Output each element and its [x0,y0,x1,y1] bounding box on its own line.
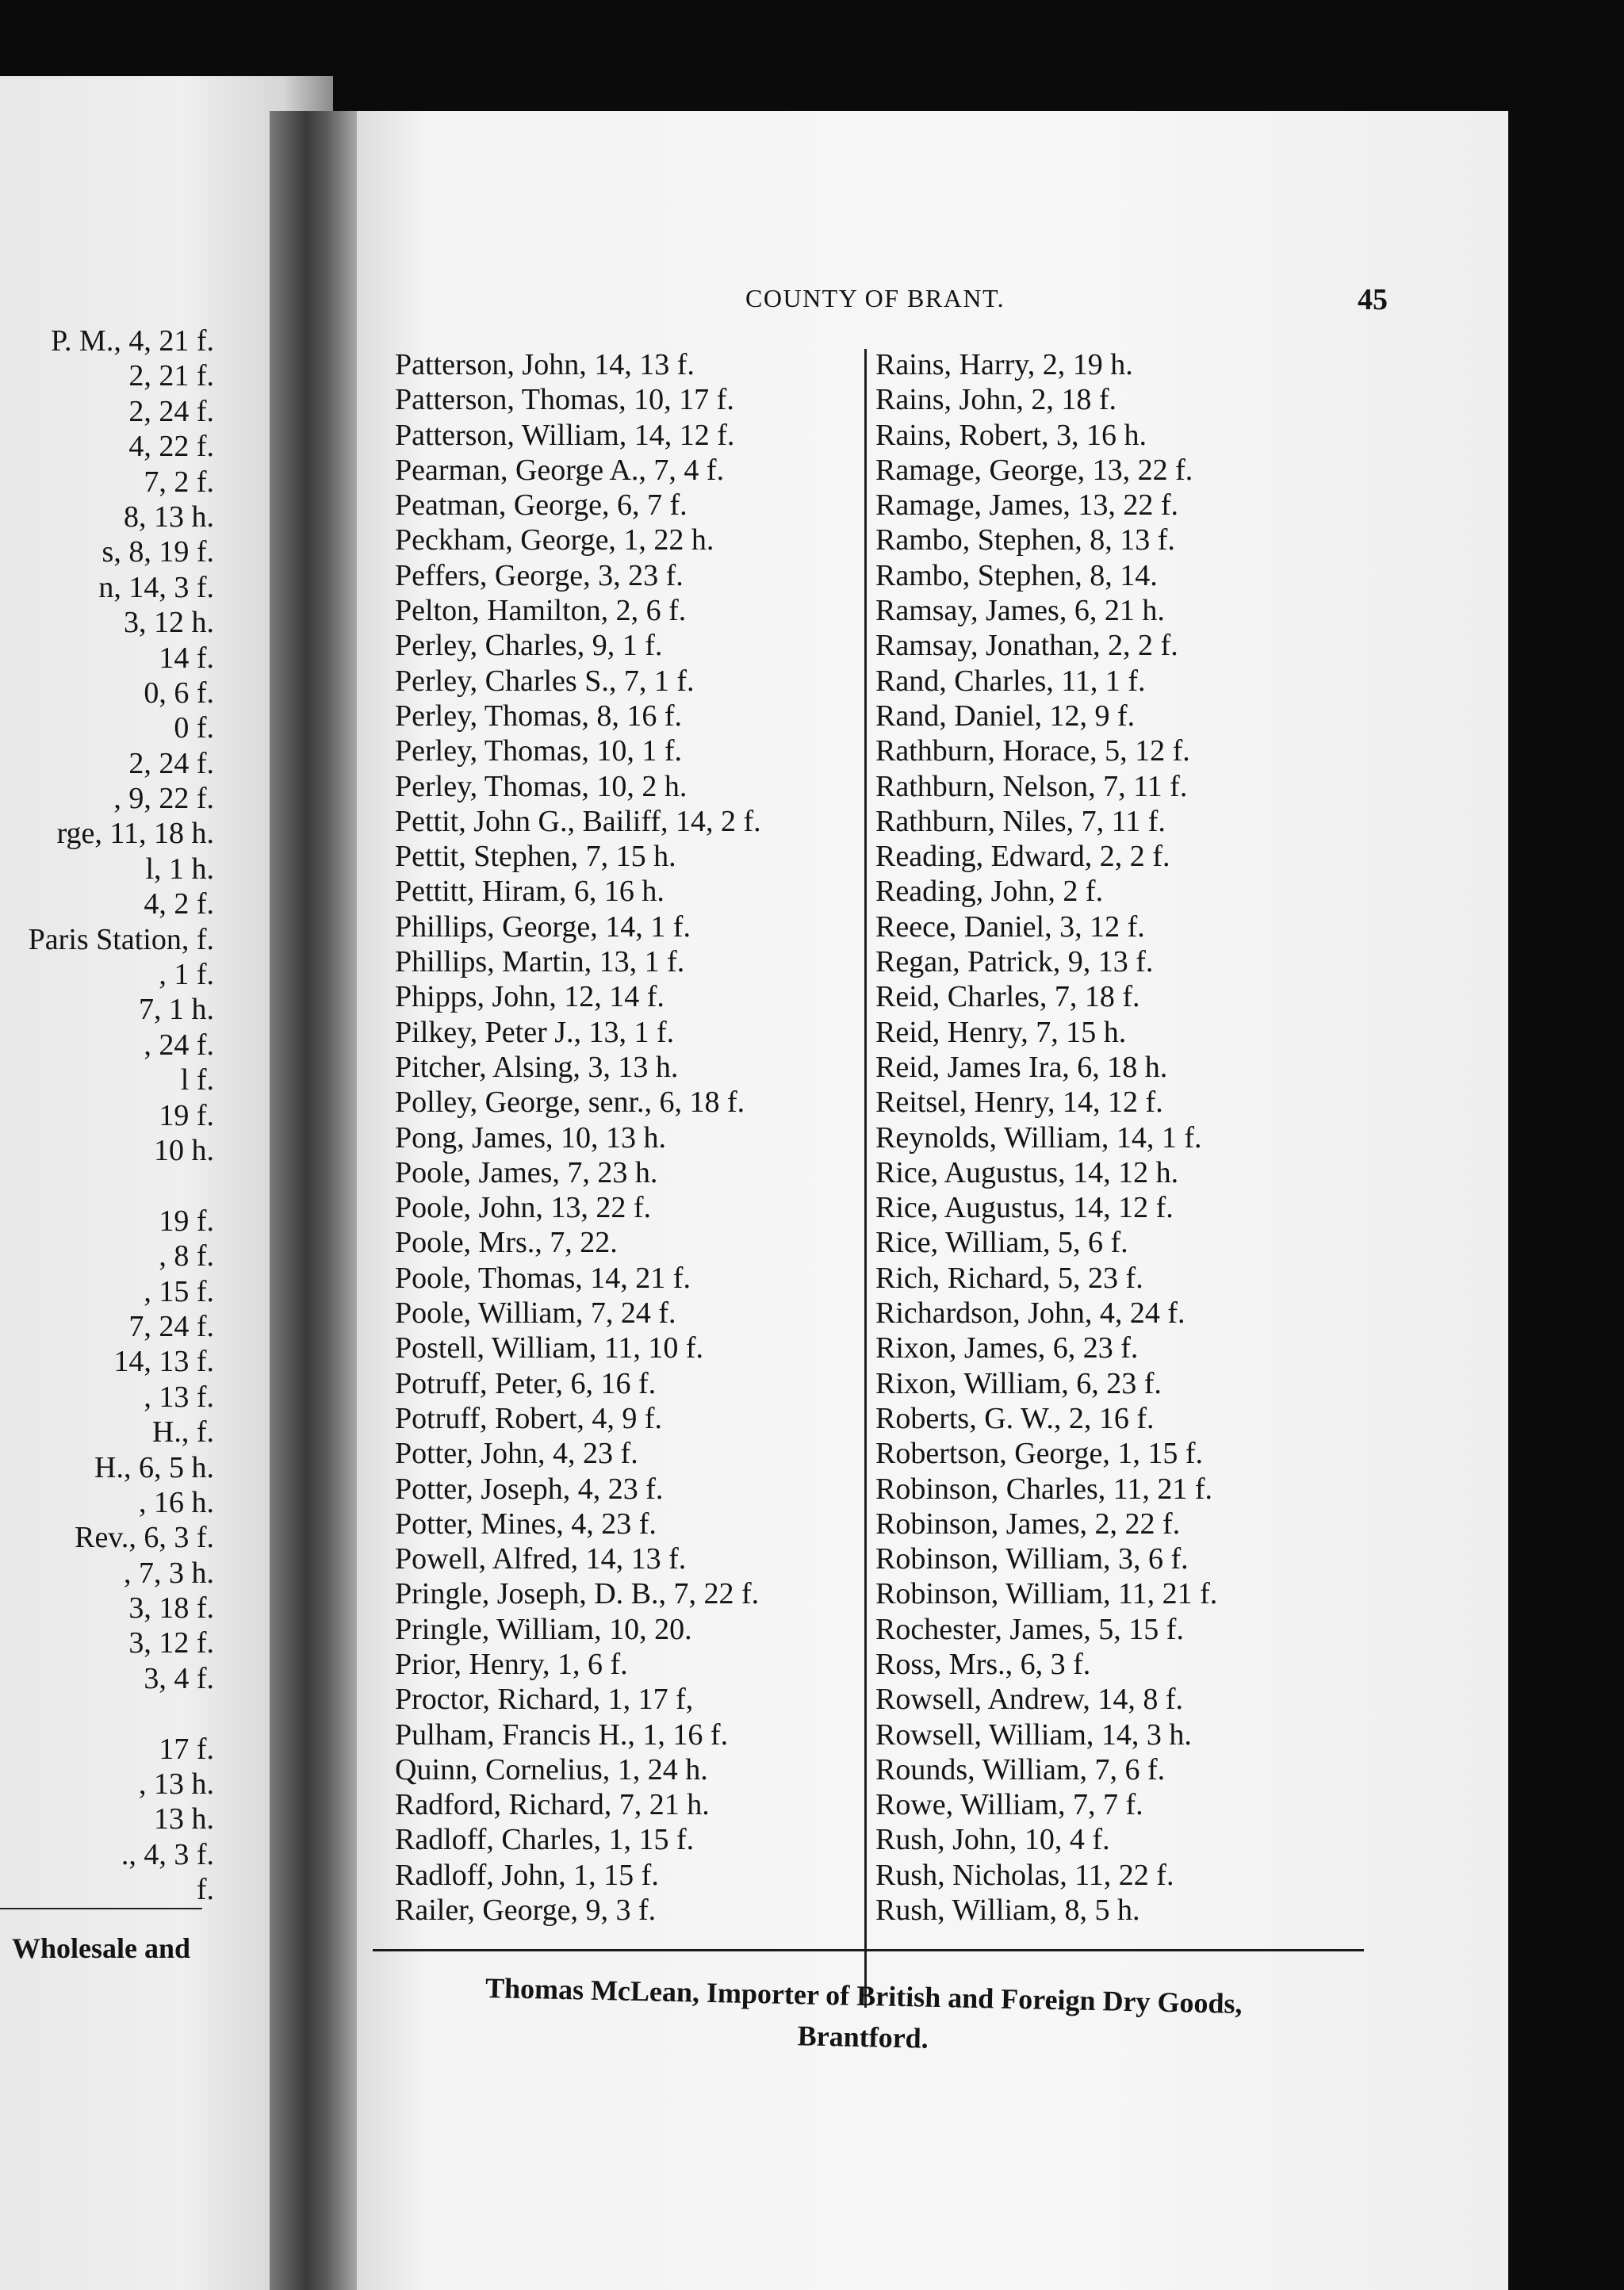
left-page-entry: , 8 f. [159,1239,214,1273]
directory-entry: Polley, George, senr., 6, 18 f. [395,1086,745,1120]
left-page-entry: 7, 1 h. [139,993,214,1027]
directory-entry: Radloff, John, 1, 15 f. [395,1858,659,1892]
left-page-entry: 14 f. [159,641,214,675]
directory-entry: Rowsell, Andrew, 14, 8 f. [875,1683,1184,1717]
left-page-entry: 2, 24 f. [128,394,214,428]
directory-entry: Phillips, Martin, 13, 1 f. [395,945,685,979]
directory-entry: Ramage, George, 13, 22 f. [875,453,1193,487]
directory-entry: Robinson, William, 11, 21 f. [875,1577,1218,1611]
footer-ad-line-2: Brantford. [797,2020,929,2054]
directory-entry: Rice, Augustus, 14, 12 h. [875,1155,1179,1189]
directory-entry: Phipps, John, 12, 14 f. [395,980,665,1014]
directory-entry: Patterson, John, 14, 13 f. [395,348,695,381]
directory-entry: Reitsel, Henry, 14, 12 f. [875,1086,1163,1120]
directory-entry: Perley, Charles, 9, 1 f. [395,629,663,663]
directory-entry: Powell, Alfred, 14, 13 f. [395,1542,687,1576]
left-page-rule [0,1908,202,1909]
directory-entry: Pettit, John G., Bailiff, 14, 2 f. [395,804,761,838]
directory-entry: Pulham, Francis H., 1, 16 f. [395,1718,729,1752]
directory-entry: Pearman, George A., 7, 4 f. [395,453,725,487]
directory-entry: Rand, Charles, 11, 1 f. [875,664,1146,698]
directory-entry: Reece, Daniel, 3, 12 f. [875,909,1145,944]
directory-entry: Radford, Richard, 7, 21 h. [395,1788,710,1822]
left-page-column [0,324,214,1908]
directory-entry: Proctor, Richard, 1, 17 f, [395,1683,694,1717]
left-page-entry: 3, 12 f. [128,1626,214,1660]
directory-entry: Reading, John, 2 f. [875,875,1104,909]
directory-entry: Potter, Mines, 4, 23 f. [395,1507,657,1541]
directory-entry: Peatman, George, 6, 7 f. [395,488,688,523]
left-page-entry: 13 h. [154,1802,214,1836]
directory-entry: Peckham, George, 1, 22 h. [395,523,714,557]
left-page-entry: 2, 24 f. [128,746,214,780]
directory-entry: Prior, Henry, 1, 6 f. [395,1647,628,1681]
directory-entry: Poole, Mrs., 7, 22. [395,1226,618,1260]
directory-entry: Perley, Charles S., 7, 1 f. [395,664,695,698]
directory-entry: Poole, Thomas, 14, 21 f. [395,1261,691,1295]
left-page-entry: , 24 f. [144,1028,214,1062]
left-page-entry: f. [196,1873,214,1907]
left-page-entry: n, 14, 3 f. [98,570,214,604]
left-page-entry: 3, 4 f. [144,1661,214,1695]
left-page-entry: 4, 2 f. [144,887,214,921]
directory-entry: Pringle, William, 10, 20. [395,1612,692,1646]
directory-entry: Rush, John, 10, 4 f. [875,1823,1110,1857]
left-page-entry [0,1696,214,1731]
left-page-entry: , 16 h. [139,1485,214,1519]
directory-entry: Pilkey, Peter J., 13, 1 f. [395,1015,675,1049]
directory-entry: Rowsell, William, 14, 3 h. [875,1718,1192,1752]
left-page-entry: 3, 12 h. [124,606,214,640]
directory-entry: Rambo, Stephen, 8, 13 f. [875,523,1175,557]
directory-entry: Perley, Thomas, 10, 2 h. [395,769,688,803]
left-page-entry: rge, 11, 18 h. [56,817,214,851]
directory-entry: Pitcher, Alsing, 3, 13 h. [395,1050,679,1084]
directory-entry: Radloff, Charles, 1, 15 f. [395,1823,695,1857]
left-page-entry [0,1168,214,1203]
directory-entry: Potruff, Robert, 4, 9 f. [395,1401,663,1435]
directory-entry: Ramsay, Jonathan, 2, 2 f. [875,629,1178,663]
directory-entry: Robinson, James, 2, 22 f. [875,1507,1181,1541]
left-page-entry: l, 1 h. [145,852,214,886]
left-page-entry: , 9, 22 f. [113,782,214,816]
directory-entry: Quinn, Cornelius, 1, 24 h. [395,1752,708,1786]
left-page-entry: 7, 24 f. [128,1309,214,1343]
directory-entry: Perley, Thomas, 10, 1 f. [395,734,683,768]
left-page-entry: 19 f. [159,1098,214,1132]
left-page-entry: 17 f. [159,1732,214,1766]
directory-entry: Reading, Edward, 2, 2 f. [875,840,1170,874]
left-page-entry: , 1 f. [159,958,214,992]
directory-entry: Robinson, Charles, 11, 21 f. [875,1472,1213,1506]
left-page-entry: , 13 h. [139,1767,214,1802]
left-page-entry: l f. [180,1063,214,1097]
directory-entry: Reid, Charles, 7, 18 f. [875,980,1140,1014]
left-page-entry: Paris Station, f. [28,922,214,956]
directory-entry: Patterson, Thomas, 10, 17 f. [395,383,734,417]
directory-entry: Pong, James, 10, 13 h. [395,1120,666,1155]
left-page-entry: 0, 6 f. [144,676,214,710]
directory-entry: Pelton, Hamilton, 2, 6 f. [395,594,687,628]
directory-entry: Perley, Thomas, 8, 16 f. [395,699,683,733]
directory-entry: Ramage, James, 13, 22 f. [875,488,1179,523]
directory-entry: Phillips, George, 14, 1 f. [395,909,691,944]
left-page-entry: 10 h. [154,1133,214,1167]
directory-entry: Reynolds, William, 14, 1 f. [875,1120,1202,1155]
directory-entry: Rains, Harry, 2, 19 h. [875,348,1133,381]
left-page-entry: H., 6, 5 h. [94,1450,214,1484]
running-head: COUNTY OF BRANT. [745,284,1005,312]
left-page-footer: Wholesale and [11,1932,190,1964]
directory-column-right [875,347,1320,1928]
left-page-entry: 7, 2 f. [144,465,214,499]
directory-entry: Poole, James, 7, 23 h. [395,1155,658,1189]
left-page-entry: , 13 f. [144,1380,214,1414]
directory-entry: Ross, Mrs., 6, 3 f. [875,1647,1091,1681]
directory-entry: Rice, William, 5, 6 f. [875,1226,1128,1260]
directory-column-left [395,347,839,1928]
left-page-entry: H., f. [151,1415,214,1449]
left-page-entry: 0 f. [174,711,214,745]
directory-entry: Rowe, William, 7, 7 f. [875,1788,1143,1822]
directory-entry: Poole, William, 7, 24 f. [395,1296,676,1331]
left-page-entry: 4, 22 f. [128,430,214,464]
directory-entry: Rathburn, Niles, 7, 11 f. [875,804,1166,838]
directory-entry: Rambo, Stephen, 8, 14. [875,558,1158,592]
left-page-entry: 3, 18 f. [128,1591,214,1626]
directory-entry: Rains, John, 2, 18 f. [875,383,1116,417]
left-page-entry: P. M., 4, 21 f. [51,324,214,358]
directory-entry: Peffers, George, 3, 23 f. [395,558,684,592]
directory-entry: Potter, Joseph, 4, 23 f. [395,1472,664,1506]
left-page-entry: ., 4, 3 f. [121,1837,214,1871]
footer-advertisement [371,1965,1356,2068]
directory-entry: Postell, William, 11, 10 f. [395,1331,704,1365]
left-page-entry: s, 8, 19 f. [102,535,214,569]
left-page-entry: 2, 21 f. [128,359,214,393]
directory-entry: Railer, George, 9, 3 f. [395,1894,657,1928]
directory-entry: Pettitt, Hiram, 6, 16 h. [395,875,665,909]
directory-entry: Rixon, William, 6, 23 f. [875,1366,1162,1400]
directory-entry: Rich, Richard, 5, 23 f. [875,1261,1143,1295]
directory-entry: Ramsay, James, 6, 21 h. [875,594,1165,628]
directory-entry: Robertson, George, 1, 15 f. [875,1437,1204,1471]
directory-entry: Rochester, James, 5, 15 f. [875,1612,1184,1646]
left-page-entry: , 7, 3 h. [124,1556,214,1590]
directory-entry: Regan, Patrick, 9, 13 f. [875,945,1154,979]
directory-entry: Rush, Nicholas, 11, 22 f. [875,1858,1174,1892]
directory-entry: Robinson, William, 3, 6 f. [875,1542,1189,1576]
footer-ad-line-1: Thomas McLean, Importer of British and Foreign Dry Goods, [485,1971,1243,2020]
footer-rule [373,1949,1364,1951]
directory-entry: Reid, Henry, 7, 15 h. [875,1015,1127,1049]
directory-entry: Rathburn, Nelson, 7, 11 f. [875,769,1188,803]
directory-entry: Pringle, Joseph, D. B., 7, 22 f. [395,1577,760,1611]
directory-entry: Rice, Augustus, 14, 12 f. [875,1191,1174,1225]
page-number: 45 [1358,283,1388,316]
left-page-entry: Rev., 6, 3 f. [75,1521,214,1555]
directory-entry: Richardson, John, 4, 24 f. [875,1296,1185,1331]
directory-entry: Potruff, Peter, 6, 16 f. [395,1366,657,1400]
right-page [357,111,1508,2290]
directory-entry: Pettit, Stephen, 7, 15 h. [395,840,676,874]
directory-entry: Rand, Daniel, 12, 9 f. [875,699,1136,733]
left-page-entry: 8, 13 h. [124,500,214,534]
column-divider [864,349,867,2008]
directory-entry: Potter, John, 4, 23 f. [395,1437,638,1471]
directory-entry: Reid, James Ira, 6, 18 h. [875,1050,1168,1084]
directory-entry: Rounds, William, 7, 6 f. [875,1752,1166,1786]
directory-entry: Rush, William, 8, 5 h. [875,1894,1140,1928]
directory-entry: Roberts, G. W., 2, 16 f. [875,1401,1155,1435]
left-page-entry: 19 f. [159,1204,214,1238]
directory-entry: Rixon, James, 6, 23 f. [875,1331,1139,1365]
directory-entry: Poole, John, 13, 22 f. [395,1191,651,1225]
directory-entry: Rathburn, Horace, 5, 12 f. [875,734,1190,768]
left-page-entry: 14, 13 f. [113,1345,214,1379]
directory-entry: Rains, Robert, 3, 16 h. [875,418,1147,452]
left-page-entry: , 15 f. [144,1274,214,1308]
directory-entry: Patterson, William, 14, 12 f. [395,418,735,452]
